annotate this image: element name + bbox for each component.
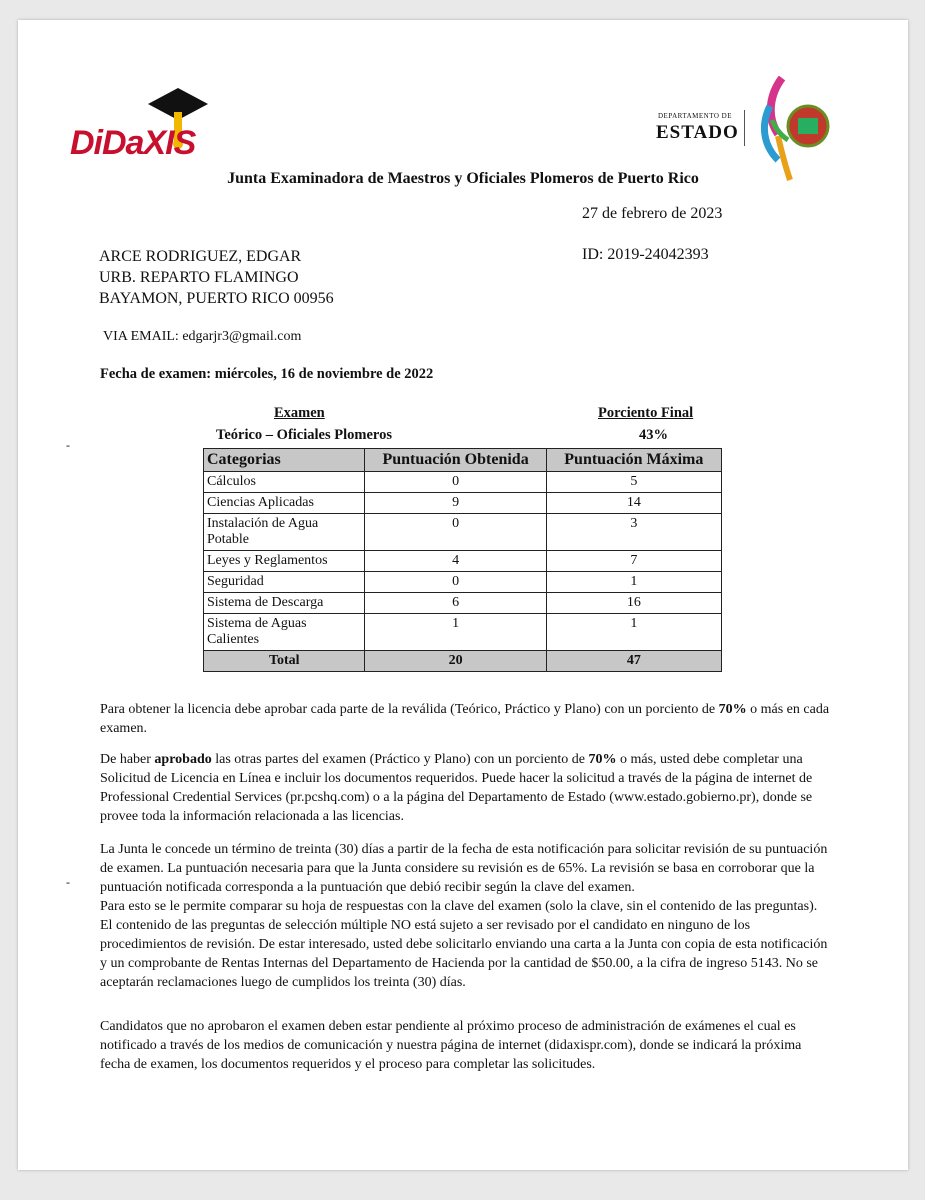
bold-text-run: 70% [588, 752, 617, 767]
category-cell: Sistema de Descarga [204, 593, 365, 614]
text-run: las otras partes del examen (Práctico y Plano) con un porciento de [211, 752, 589, 767]
category-cell: Seguridad [204, 572, 365, 593]
paragraph-revision [100, 840, 830, 992]
logo-text: DiDaXIS [70, 124, 196, 162]
table-row [204, 514, 722, 551]
exam-name: Teórico – Oficiales Plomeros [216, 427, 392, 443]
recipient-city: BAYAMON, PUERTO RICO 00956 [99, 290, 334, 307]
total-score: 20 [365, 651, 546, 672]
bold-text-run: 70% [718, 702, 747, 717]
margin-dash: - [66, 438, 70, 452]
max-score-cell: 14 [546, 493, 721, 514]
max-score-cell: 16 [546, 593, 721, 614]
table-row [204, 472, 722, 493]
score-cell: 0 [365, 472, 546, 493]
total-label: Total [204, 651, 365, 672]
total-row [204, 651, 722, 672]
didaxis-logo [70, 82, 220, 162]
category-cell: Leyes y Reglamentos [204, 551, 365, 572]
revision-text: La Junta le concede un término de treinta (30) días a partir de la fecha de esta notificación para solicitar revisión de su puntuación de examen. La puntuación necesaria para que la Junta considere su revisión es de 65%. La revisión se basa en corroborar que la puntuación notificada corresponda a la puntuación que debió recibir según la clave del examen. [100, 842, 828, 895]
table-row [204, 614, 722, 651]
score-cell: 6 [365, 593, 546, 614]
score-cell: 1 [365, 614, 546, 651]
text-run: o más, usted debe completar una Solicitud de Licencia en Línea e incluir los documentos requeridos. Puede hacer la solicitud a través de la página de internet de Professional Credential Services (pr.pcshq.com) o a la página del Departamento de Estado (www.estado.gobierno.pr), donde se provee toda la información relacionada a las licencias. [100, 752, 813, 824]
margin-dash: - [66, 875, 70, 889]
max-score-cell: 7 [546, 551, 721, 572]
table-row [204, 551, 722, 572]
table-row [204, 572, 722, 593]
score-cell: 0 [365, 514, 546, 551]
exam-column-header: Examen [274, 405, 325, 421]
column-header: Categorias [204, 449, 365, 472]
category-cell: Cálculos [204, 472, 365, 493]
max-score-cell: 5 [546, 472, 721, 493]
column-header: Puntuación Máxima [546, 449, 721, 472]
table-row [204, 593, 722, 614]
letter-date: 27 de febrero de 2023 [582, 205, 723, 222]
recipient-address [99, 246, 334, 309]
exam-date: Fecha de examen: miércoles, 16 de noviembre de 2022 [100, 366, 434, 382]
candidate-id: ID: 2019-24042393 [582, 246, 709, 263]
logo-divider [744, 110, 745, 146]
max-score-cell: 3 [546, 514, 721, 551]
table-row [204, 493, 722, 514]
category-cell: Ciencias Aplicadas [204, 493, 365, 514]
text-run: o más en cada examen. [100, 702, 830, 736]
text-run: Para obtener la licencia debe aprobar cada parte de la reválida (Teórico, Práctico y Plano) con un porciento de [100, 702, 719, 717]
total-max-score: 47 [546, 651, 721, 672]
text-run: De haber [100, 752, 155, 767]
score-cell: 9 [365, 493, 546, 514]
category-cell: Sistema de Aguas Calientes [204, 614, 365, 651]
percent-column-header: Porciento Final [598, 405, 694, 421]
table-header-row [204, 449, 722, 472]
bold-text-run: aprobado [154, 752, 212, 767]
paragraph-license-application [100, 750, 830, 826]
document-page [18, 20, 908, 1170]
max-score-cell: 1 [546, 572, 721, 593]
score-cell: 0 [365, 572, 546, 593]
score-cell: 4 [365, 551, 546, 572]
category-cell: Instalación de Agua Potable [204, 514, 365, 551]
dept-small-label: DEPARTAMENTO DE [658, 112, 732, 120]
recipient-name: ARCE RODRIGUEZ, EDGAR [99, 248, 302, 265]
final-percent: 43% [639, 427, 668, 443]
paragraph-requirements [100, 700, 830, 738]
revision-procedure-text: Para esto se le permite comparar su hoja de respuestas con la clave del examen (solo la clave, sin el contenido de las preguntas). El contenido de las preguntas de selección múltiple NO está sujeto a ser revisado por el candidato en ninguno de los procedimientos de revisión. De estar interesado, usted debe solicitarlo enviando una carta a la Junta con copia de esta notificación y un comprobante de Rentas Internas del Departamento de Hacienda por la cantidad de $50.00, a la cifra de ingreso 5143. No se aceptarán reclamaciones luego de cumplidos los treinta (30) días. [100, 899, 828, 990]
recipient-street: URB. REPARTO FLAMINGO [99, 269, 299, 286]
paragraph-next-exam [100, 1017, 830, 1074]
scores-table [203, 448, 722, 672]
dept-name: ESTADO [656, 122, 739, 143]
max-score-cell: 1 [546, 614, 721, 651]
document-title: Junta Examinadora de Maestros y Oficiales Plomeros de Puerto Rico [227, 170, 699, 187]
column-header: Puntuación Obtenida [365, 449, 546, 472]
next-exam-text: Candidatos que no aprobaron el examen deben estar pendiente al próximo proceso de administración de exámenes el cual es notificado a través de los medios de comunicación y nuestra página de internet (didaxispr.com), donde se indicará la próxima fecha de examen, los documentos requeridos y el proceso para completar las solicitudes. [100, 1019, 802, 1072]
recipient-email: VIA EMAIL: edgarjr3@gmail.com [103, 329, 302, 344]
